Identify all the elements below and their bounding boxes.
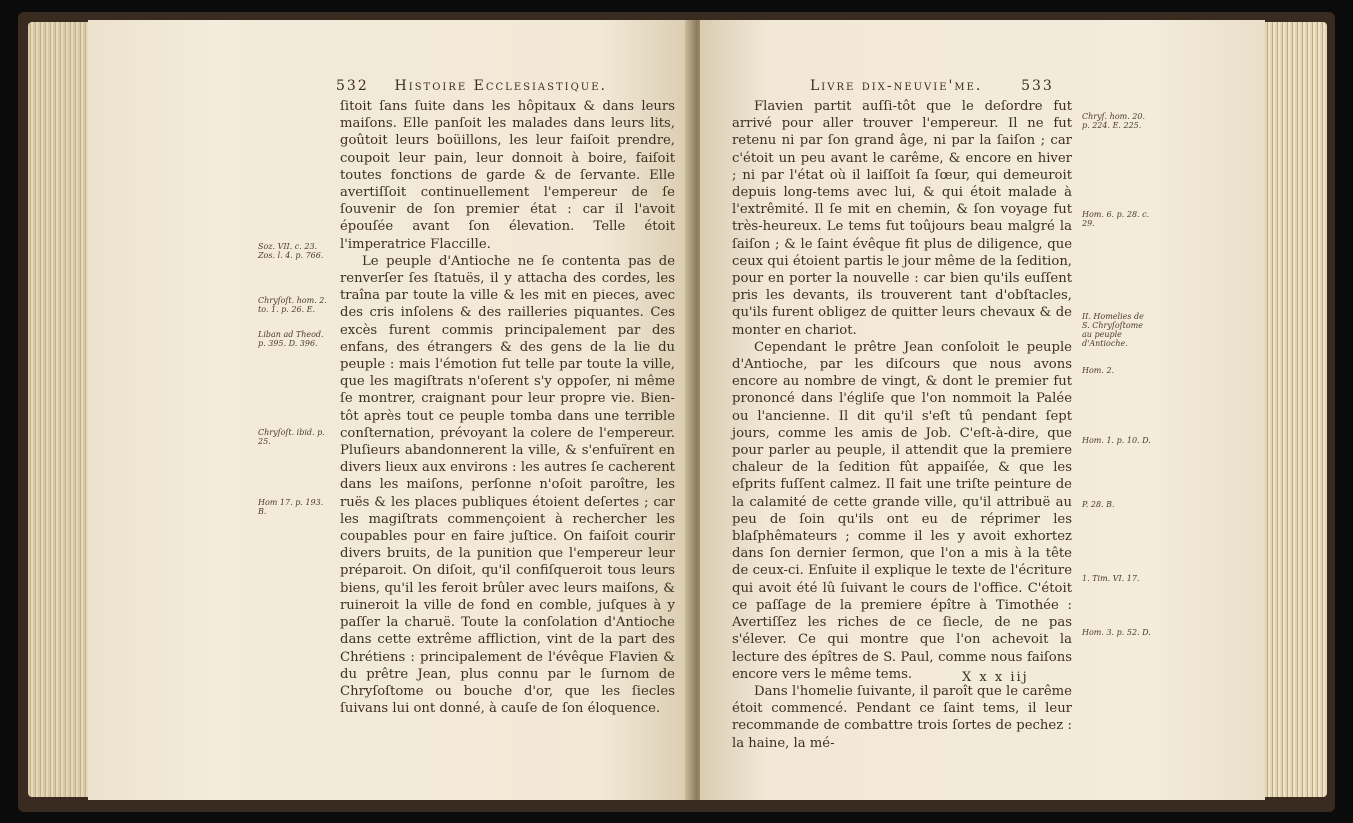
right-page-body (732, 98, 1072, 752)
right-margin-note: P. 28. B. (1082, 500, 1115, 509)
left-margin-note: Chryſoſt. hom. 2. to. 1. p. 26. E. (258, 296, 327, 314)
right-page-edges (1265, 22, 1327, 797)
right-margin-note: Hom. 2. (1082, 366, 1115, 375)
right-margin-note: Hom. 3. p. 52. D. (1082, 628, 1151, 637)
left-margin-note: Liban ad Theod. p. 395. D. 396. (258, 330, 324, 348)
paragraph: Dans l'homelie ſuivante, il paroît que le carême étoit commencé. Pendant ce ſaint tems, il leur recommande de combattre trois ſortes de pechez : la haine, la mé- (732, 683, 1072, 751)
left-margin-note: Chryſoſt. ibid. p. 25. (258, 428, 325, 446)
right-margin-note: Chryſ. hom. 20. p. 224. E. 225. (1082, 112, 1146, 130)
left-margin-note: Hom 17. p. 193. B. (258, 498, 324, 516)
left-page (88, 20, 693, 800)
right-margin-note: II. Homelies de S. Chryſoſtome au peuple d'Antioche. (1082, 312, 1144, 348)
left-running-title: Histoire Ecclesiastique. (394, 78, 607, 94)
left-page-edges (28, 22, 88, 797)
paragraph: ſitoit ſans ſuite dans les hôpitaux & dans leurs maiſons. Elle panſoit les malades dans leurs lits, goûtoit leurs boüillons, les leur faiſoit prendre, coupoit leur pain, leur donnoit à boire, faiſoit toutes fonctions de garde & de ſervante. Elle avertiſſoit continuellement l'empereur de ſe ſouvenir de ſon premier état : car il l'avoit épouſée avant ſon élevation. Telle étoit l'imperatrice Flaccille. (340, 99, 675, 252)
right-margin-note: 1. Tim. VI. 17. (1082, 574, 1140, 583)
right-margin-note: Hom. 1. p. 10. D. (1082, 436, 1151, 445)
signature-mark: X x x iij (962, 670, 1029, 685)
paragraph: Flavien partit auſſi-tôt que le deſordre fut arrivé pour aller trouver l'empereur. Il ne fut retenu ni par ſon grand âge, ni par la ſaiſon ; car c'étoit un peu avant le carême, & encore en hiver ; ni par l'état où il laiſſoit ſa ſœur, qui demeuroit depuis long-tems avec lui, & qui étoit malade à l'extrêmité. Il ſe mit en chemin, & ſon voyage fut très-heureux. Le tems fut toûjours beau malgré la ſaiſon ; & le ſaint évêque fit plus de diligence, que ceux qui étoient partis le jour même de la ſedition, pour en porter la nouvelle : car bien qu'ils euſſent pris les devants, ils trouverent tant d'obſtacles, qu'ils furent obligez de quitter leurs chevaux & de monter en chariot. (732, 99, 1072, 338)
left-page-header (336, 78, 607, 94)
right-running-title: Livre dix-neuvie'me. (810, 78, 983, 94)
paragraph: Le peuple d'Antioche ne ſe contenta pas de renverſer ſes ſtatuës, il y attacha des cordes, les traîna par toute la ville & les mit en pieces, avec des cris inſolens & des railleries piquantes. Ces excès furent commis principalement par des enfans, des étrangers & des gens de la lie du peuple : mais l'émotion fut telle par toute la ville, que les magiſtrats n'oſerent s'y oppoſer, ni même ſe montrer, craignant pour leur propre vie. Bien-tôt après tout ce peuple tomba dans une terrible conſternation, prévoyant la colere de l'empereur. Pluſieurs abandonnerent la ville, & s'enfuïrent en divers lieux aux environs : les autres ſe cacherent dans les maiſons, perſonne n'oſoit paroître, les ruës & les places publiques étoient deſertes ; car les magiſtrats commençoient à rechercher les coupables pour en faire juſtice. On faiſoit courir divers bruits, de la punition que l'empereur leur préparoit. On diſoit, qu'il confiſqueroit tous leurs biens, qu'il les feroit brûler avec leurs maiſons, & ruineroit la ville de fond en comble, juſques à y paſſer la charuë. Toute la conſolation d'Antioche dans cette extrême affliction, vint de la part des Chrétiens : principalement de l'évêque Flavien & du prêtre Jean, plus connu par le ſurnom de Chryſoſtome ou bouche d'or, que les ſiecles ſuivans lui ont donné, à cauſe de ſon éloquence. (340, 253, 675, 717)
left-page-number: 532 (336, 78, 369, 94)
right-margin-note: Hom. 6. p. 28. c. 29. (1082, 210, 1150, 228)
paragraph: Cependant le prêtre Jean conſoloit le peuple d'Antioche, par les diſcours que nous avons encore au nombre de vingt, & dont le premier fut prononcé dans l'égliſe que l'on nommoit la Palée ou l'ancienne. Il dit qu'il s'eſt tû pendant ſept jours, comme les amis de Job. C'eſt-à-dire, que pour parler au peuple, il attendit que la premiere chaleur de la ſedition fût appaiſée, & que les eſprits fuſſent calmez. Il fait une triſte peinture de la calamité de cette grande ville, qu'il attribuë au peu de ſoin qu'ils ont eu de réprimer les blaſphêmateurs ; comme il les y avoit exhortez dans ſon dernier ſermon, que l'on a mis à la tête de ceux-ci. Enſuite il explique le texte de l'écriture qui avoit été lû ſuivant le cours de l'office. C'étoit ce paſſage de la premiere épître à Timothée : Avertiſſez les riches de ce ſiecle, de ne pas s'élever. Ce qui montre que l'on achevoit la lecture des épîtres de S. Paul, comme nous faiſons encore vers le même tems. (732, 339, 1072, 682)
right-page (700, 20, 1265, 800)
left-page-body (340, 98, 675, 717)
left-margin-note: Soz. VII. c. 23. Zos. l. 4. p. 766. (258, 242, 324, 260)
right-page-number: 533 (1021, 78, 1054, 94)
right-page-header (810, 78, 1054, 94)
